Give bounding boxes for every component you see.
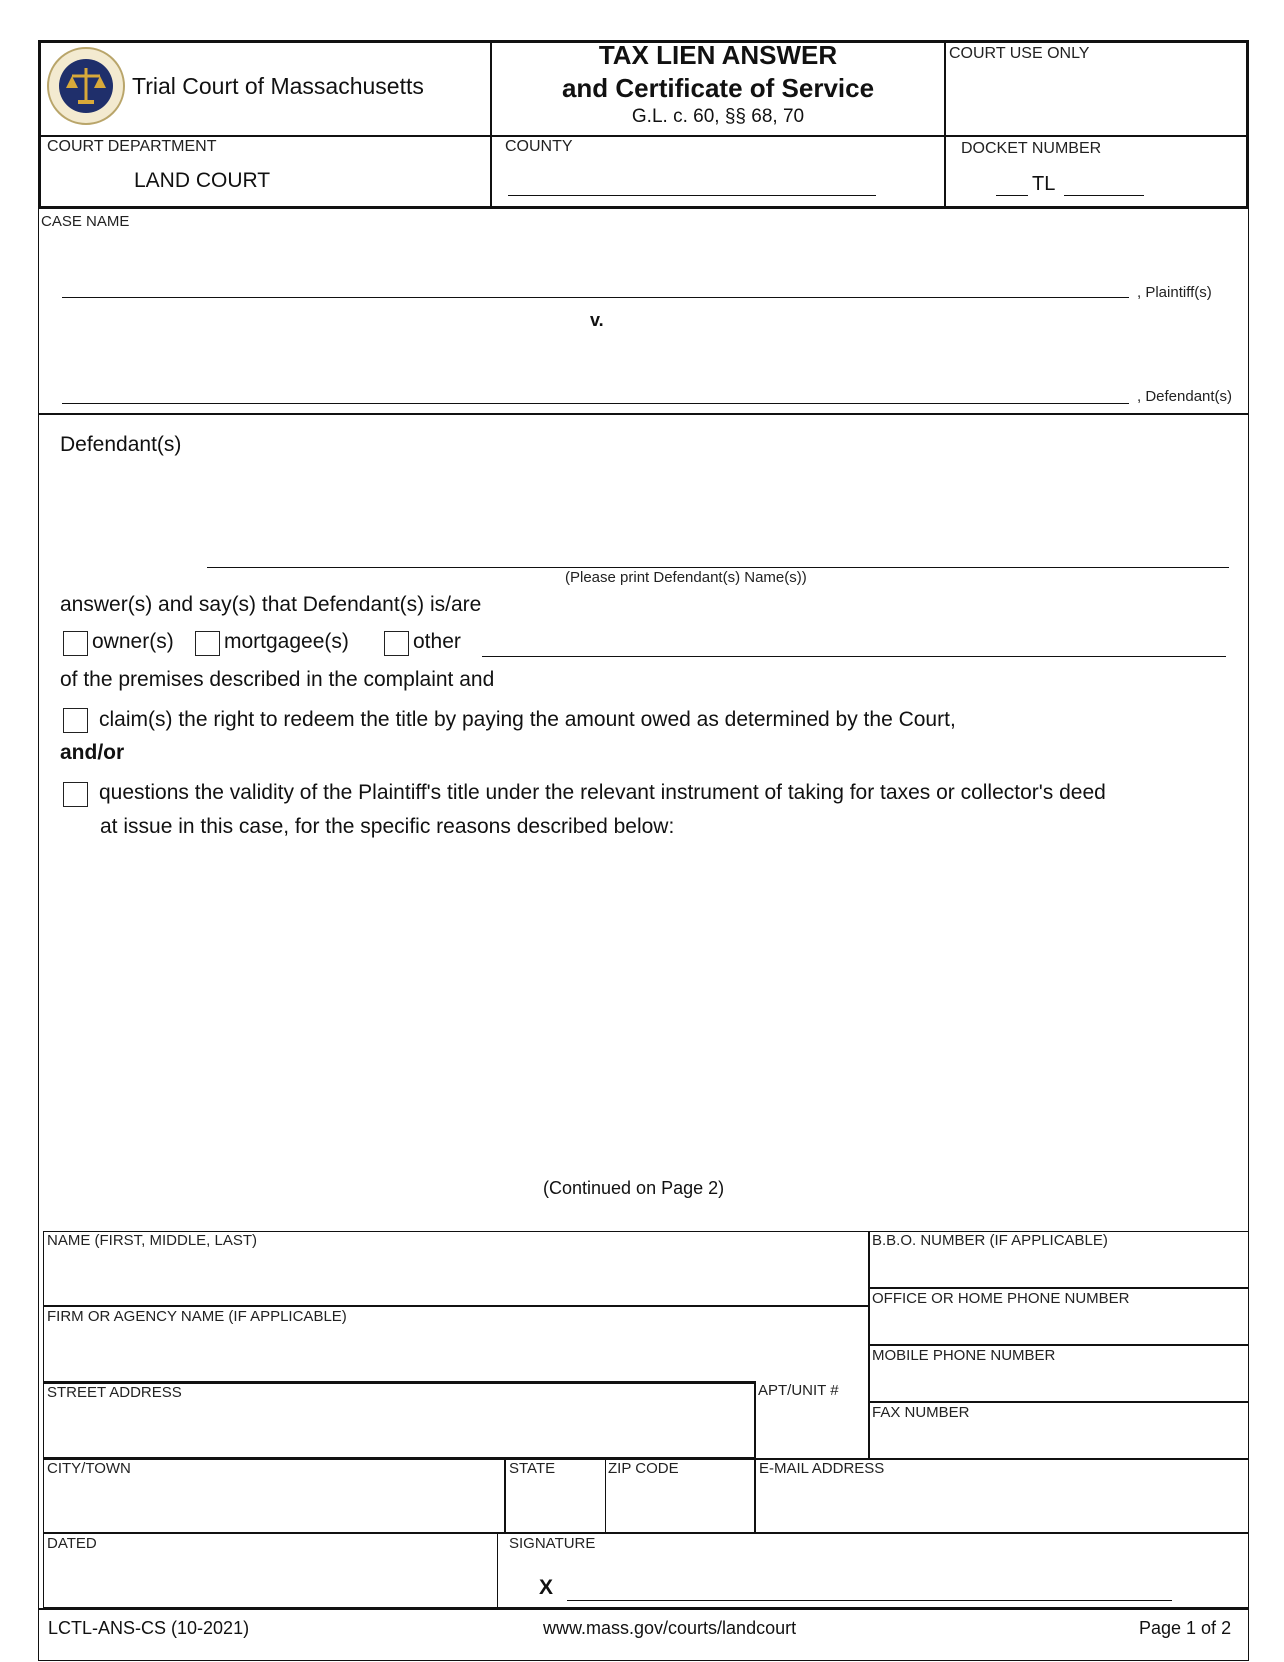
defendant-field[interactable] <box>62 376 1129 404</box>
other-field[interactable] <box>482 630 1226 657</box>
other-label: other <box>413 630 461 653</box>
versus: v. <box>590 310 604 330</box>
form-title: TAX LIEN ANSWER <box>598 40 838 70</box>
docket-prefix-field[interactable] <box>996 172 1028 196</box>
docket-number-field[interactable] <box>1064 172 1144 196</box>
firm-field[interactable]: FIRM OR AGENCY NAME (IF APPLICABLE) <box>47 1308 347 1325</box>
court-seal-logo <box>46 46 126 126</box>
dated-field[interactable]: DATED <box>47 1535 97 1552</box>
defendant-suffix: , Defendant(s) <box>1137 388 1233 405</box>
court-department-label: COURT DEPARTMENT <box>47 138 217 155</box>
apt-unit-field[interactable]: APT/UNIT # <box>758 1382 839 1399</box>
owner-label: owner(s) <box>92 630 174 653</box>
office-phone-field[interactable]: OFFICE OR HOME PHONE NUMBER <box>872 1290 1130 1307</box>
other-checkbox[interactable] <box>384 631 409 656</box>
and-or: and/or <box>60 741 125 764</box>
state-field[interactable]: STATE <box>509 1460 556 1477</box>
mortgagee-label: mortgagee(s) <box>224 630 349 653</box>
county-label: COUNTY <box>505 138 573 155</box>
plaintiff-suffix: , Plaintiff(s) <box>1137 284 1212 301</box>
city-field[interactable]: CITY/TOWN <box>47 1460 131 1477</box>
statute: G.L. c. 60, §§ 68, 70 <box>631 106 805 127</box>
questions-text-2: at issue in this case, for the specific reasons described below: <box>100 815 675 838</box>
county-field[interactable] <box>508 170 876 196</box>
questions-checkbox[interactable] <box>63 782 88 807</box>
court-name: Trial Court of Massachusetts <box>132 73 424 99</box>
page-number: Page 1 of 2 <box>1139 1618 1232 1638</box>
continued-note: (Continued on Page 2) <box>543 1178 725 1198</box>
redeem-text: claim(s) the right to redeem the title by paying the amount owed as determined by the Court, <box>99 708 956 731</box>
reasons-area[interactable] <box>60 850 1230 1170</box>
court-department-value: LAND COURT <box>134 169 271 192</box>
defendants-label: Defendant(s) <box>60 433 182 456</box>
signature-x: X <box>539 1576 554 1599</box>
defendant-names-field[interactable] <box>207 535 1229 568</box>
answer-intro: answer(s) and say(s) that Defendant(s) is/are <box>60 593 482 616</box>
signature-field[interactable] <box>567 1576 1172 1601</box>
bbo-field[interactable]: B.B.O. NUMBER (IF APPLICABLE) <box>872 1232 1108 1249</box>
premises-text: of the premises described in the complaint and <box>60 668 495 691</box>
form-subtitle: and Certificate of Service <box>561 73 875 103</box>
zip-field[interactable]: ZIP CODE <box>608 1460 679 1477</box>
footer-url[interactable]: www.mass.gov/courts/landcourt <box>543 1618 797 1638</box>
name-field[interactable]: NAME (FIRST, MIDDLE, LAST) <box>47 1232 258 1249</box>
form-id: LCTL-ANS-CS (10-2021) <box>48 1618 250 1638</box>
mortgagee-checkbox[interactable] <box>195 631 220 656</box>
owner-checkbox[interactable] <box>63 631 88 656</box>
docket-number-label: DOCKET NUMBER <box>961 140 1102 157</box>
signature-label: SIGNATURE <box>509 1535 596 1552</box>
docket-prefix: TL <box>1032 173 1056 195</box>
mobile-phone-field[interactable]: MOBILE PHONE NUMBER <box>872 1347 1056 1364</box>
plaintiff-field[interactable] <box>62 270 1129 298</box>
print-hint: (Please print Defendant(s) Name(s)) <box>565 569 807 586</box>
fax-field[interactable]: FAX NUMBER <box>872 1404 970 1421</box>
email-field[interactable]: E-MAIL ADDRESS <box>759 1460 885 1477</box>
redeem-checkbox[interactable] <box>63 708 88 733</box>
questions-text-1: questions the validity of the Plaintiff's title under the relevant instrument of taking for taxes or collector's deed <box>99 781 1106 804</box>
court-use-only-label: COURT USE ONLY <box>949 45 1090 62</box>
street-address-field[interactable]: STREET ADDRESS <box>47 1384 182 1401</box>
case-name-label: CASE NAME <box>41 213 130 230</box>
